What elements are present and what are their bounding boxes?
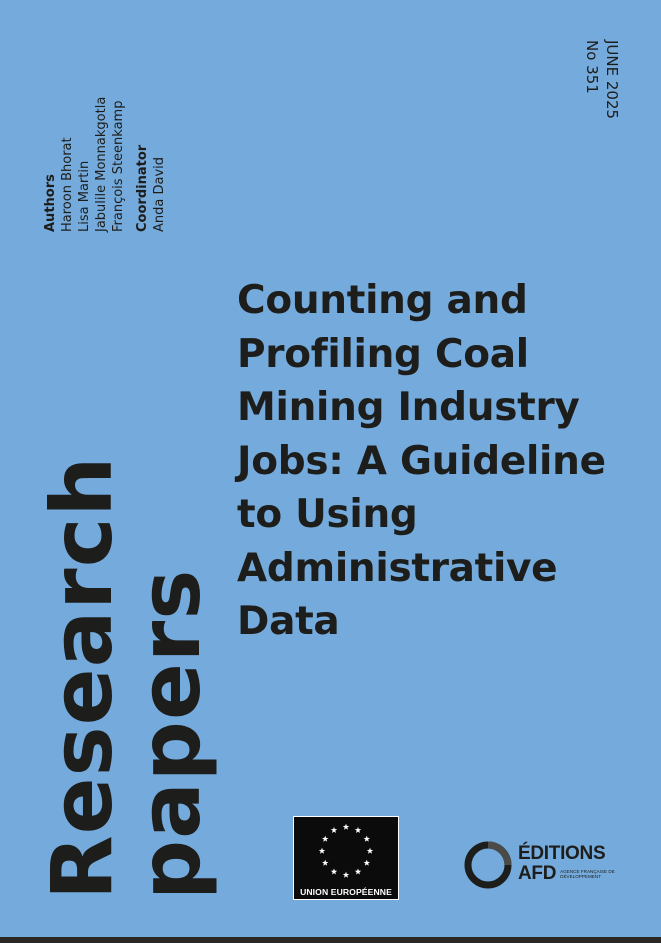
title-line: Counting and [237,278,528,323]
title-line: to Using [237,492,418,537]
series-label-line2: papers [121,568,219,900]
author-name: François Steenkamp [111,100,126,232]
eu-star [367,848,373,854]
authors-block [42,72,168,232]
series-label [33,440,219,900]
publication-number: No 351 [583,40,601,94]
publication-date: JUNE 2025 [603,40,621,120]
author-name: Jabulile Monnakgotla [94,96,109,232]
editions-afd-logo [463,840,633,892]
afd-ring-icon [463,840,515,892]
author-name: Lisa Martin [77,160,92,232]
eu-star [343,824,349,830]
coordinator-label: Coordinator [135,144,150,232]
afd-tagline: AGENCE FRANÇAISE DE DÉVELOPPEMENT [560,869,615,879]
series-label-line1: Research [33,455,131,900]
title-line: Data [237,599,340,644]
title-line: Mining Industry [237,385,580,430]
eu-star [364,836,370,842]
eu-star [331,868,337,874]
publication-info [582,40,622,150]
eu-star [331,827,337,833]
title-line: Profiling Coal [237,331,529,377]
eu-flag-logo [293,816,399,900]
coordinator-name: Anda David [152,156,167,232]
afd-wordmark [518,844,616,884]
eu-star [319,848,325,854]
eu-star [364,860,370,866]
afd-line1: ÉDITIONS [518,843,606,864]
eu-star [322,860,328,866]
title-line: Administrative [237,545,558,591]
eu-star [355,827,361,833]
authors-label: Authors [43,174,58,232]
bottom-rule [0,937,661,943]
eu-star [322,836,328,842]
afd-line2: AFD [518,863,557,884]
title-line: Jobs: A Guideline [237,438,606,484]
author-name: Haroon Bhorat [60,137,75,232]
eu-caption: UNION EUROPÉENNE [300,887,392,897]
eu-stars-icon [294,817,398,887]
document-title [237,274,627,649]
eu-star [355,868,361,874]
eu-star [343,872,349,878]
